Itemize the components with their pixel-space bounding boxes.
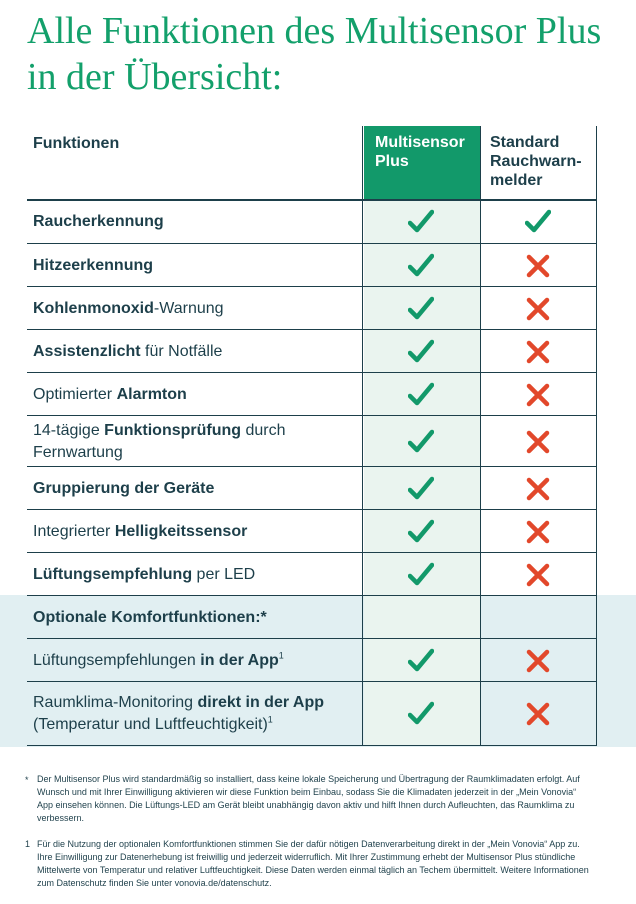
page-title: Alle Funktionen des Multisensor Plus in der Übersicht: — [27, 10, 602, 98]
feature-label-bold: Helligkeitssensor — [114, 522, 248, 540]
cross-icon — [525, 519, 551, 545]
feature-label-text: Lüftungsempfehlungen — [33, 651, 201, 669]
feature-label-text: durch Fernwartung — [33, 421, 286, 461]
feature-label — [33, 255, 153, 277]
check-icon — [408, 562, 434, 588]
feature-label — [33, 384, 187, 406]
header-multisensor-line: Plus — [375, 153, 409, 170]
feature-label-text: für Notfälle — [140, 342, 223, 360]
check-icon — [408, 429, 434, 455]
feature-label-bold: Funktionsprüfung — [104, 421, 242, 439]
check-icon — [408, 296, 434, 322]
check-icon — [525, 209, 551, 235]
cross-icon — [525, 476, 551, 502]
header-multisensor-line: Multisensor — [375, 134, 465, 151]
feature-cell — [33, 639, 358, 682]
header-multisensor — [364, 126, 480, 200]
feature-label-text: -Warnung — [153, 299, 224, 317]
feature-cell — [33, 330, 358, 373]
feature-label-text: per LED — [192, 565, 256, 583]
feature-label-bold: Kohlenmonoxid — [33, 299, 154, 317]
cross-icon — [525, 339, 551, 365]
feature-label-bold: Raucherkennung — [33, 213, 164, 230]
feature-cell — [33, 682, 358, 746]
feature-label-text: (Temperatur und Luftfeuchtigkeit) — [33, 716, 268, 733]
feature-label — [33, 298, 224, 320]
feature-cell — [33, 373, 358, 416]
feature-label — [33, 564, 255, 586]
comfort-heading: Optionale Komfortfunktionen:* — [33, 609, 267, 626]
feature-cell — [33, 287, 358, 330]
feature-cell — [33, 467, 358, 510]
cross-icon — [525, 253, 551, 279]
feature-label-bold: direkt in der App — [197, 694, 325, 711]
feature-cell — [33, 244, 358, 287]
column-divider — [362, 126, 363, 746]
feature-label — [33, 478, 214, 500]
feature-label — [33, 341, 222, 363]
cross-icon — [525, 648, 551, 674]
feature-label-bold: Hitzeerkennung — [33, 256, 154, 274]
feature-cell — [33, 200, 358, 244]
feature-label — [33, 521, 247, 543]
header-standard — [490, 133, 582, 190]
column-divider — [596, 126, 597, 746]
footnote-mark: 1 — [25, 839, 31, 849]
check-icon — [408, 476, 434, 502]
feature-label-bold: Lüftungsempfehlung — [33, 565, 193, 583]
footnote-mark: * — [25, 775, 29, 785]
feature-label-text: Raumklima-Monitoring — [33, 694, 198, 711]
feature-label-text: Optimierter — [33, 385, 117, 403]
feature-label — [33, 211, 164, 233]
check-icon — [408, 209, 434, 235]
row-divider — [27, 745, 597, 746]
cross-icon — [525, 429, 551, 455]
feature-label — [33, 420, 358, 464]
feature-cell — [33, 553, 358, 596]
header-standard-line: Rauchwarn- — [490, 153, 582, 170]
check-icon — [408, 253, 434, 279]
feature-label-bold: Alarmton — [116, 385, 187, 403]
feature-label-text: 14-tägige — [33, 421, 105, 439]
feature-label — [33, 692, 358, 736]
feature-cell — [33, 416, 358, 467]
cross-icon — [525, 382, 551, 408]
cross-icon — [525, 296, 551, 322]
footnote-text: Der Multisensor Plus wird standardmäßig so installiert, dass keine lokale Speicherung und Übertragung der Raumklimadaten erfolgt. Auf Wunsch und mit Ihrer Einwilligung aktivieren wir diese Funktion beim Einbau, sodass Sie die Klimadaten jederzeit in der „Mein Vonovia“ App einsehen können. Die Lüftungs-LED am Gerät bleibt unabhängig davon aktiv und hilft Ihnen durch Aufleuchten, das Raumklima zu verbessern. — [37, 774, 580, 823]
header-features: Funktionen — [33, 135, 120, 152]
check-icon — [408, 701, 434, 727]
feature-label-bold: Assistenzlicht — [33, 342, 141, 360]
check-icon — [408, 339, 434, 365]
footnote-ref: 1 — [278, 650, 284, 661]
feature-cell — [33, 510, 358, 553]
cross-icon — [525, 701, 551, 727]
check-icon — [408, 519, 434, 545]
feature-label — [33, 650, 284, 672]
footnote-text: Für die Nutzung der optionalen Komfortfunktionen stimmen Sie der dafür nötigen Datenverarbeitung direkt in der „Mein Vonovia“ App zu. Ihre Einwilligung zur Datenerhebung ist freiwillig und jederzeit widerruflich. Mit Ihrer Zustimmung erhebt der Multisensor Plus stündliche Mittelwerte von Temperatur und relativer Luftfeuchtigkeit. Diese Daten werden einmal täglich an Techem übermittelt. Weitere Informationen zum Datenschutz finden Sie unter vonovia.de/datenschutz. — [37, 839, 589, 888]
row-divider — [27, 595, 597, 596]
check-icon — [408, 648, 434, 674]
feature-label-text: Integrierter — [33, 522, 115, 540]
feature-label-bold: in der App — [200, 651, 279, 669]
feature-label-bold: Gruppierung der Geräte — [33, 479, 215, 497]
header-standard-line: Standard — [490, 134, 560, 151]
check-icon — [408, 382, 434, 408]
header-standard-line: melder — [490, 172, 543, 189]
column-divider — [480, 126, 481, 746]
cross-icon — [525, 562, 551, 588]
footnote-ref: 1 — [267, 714, 273, 725]
